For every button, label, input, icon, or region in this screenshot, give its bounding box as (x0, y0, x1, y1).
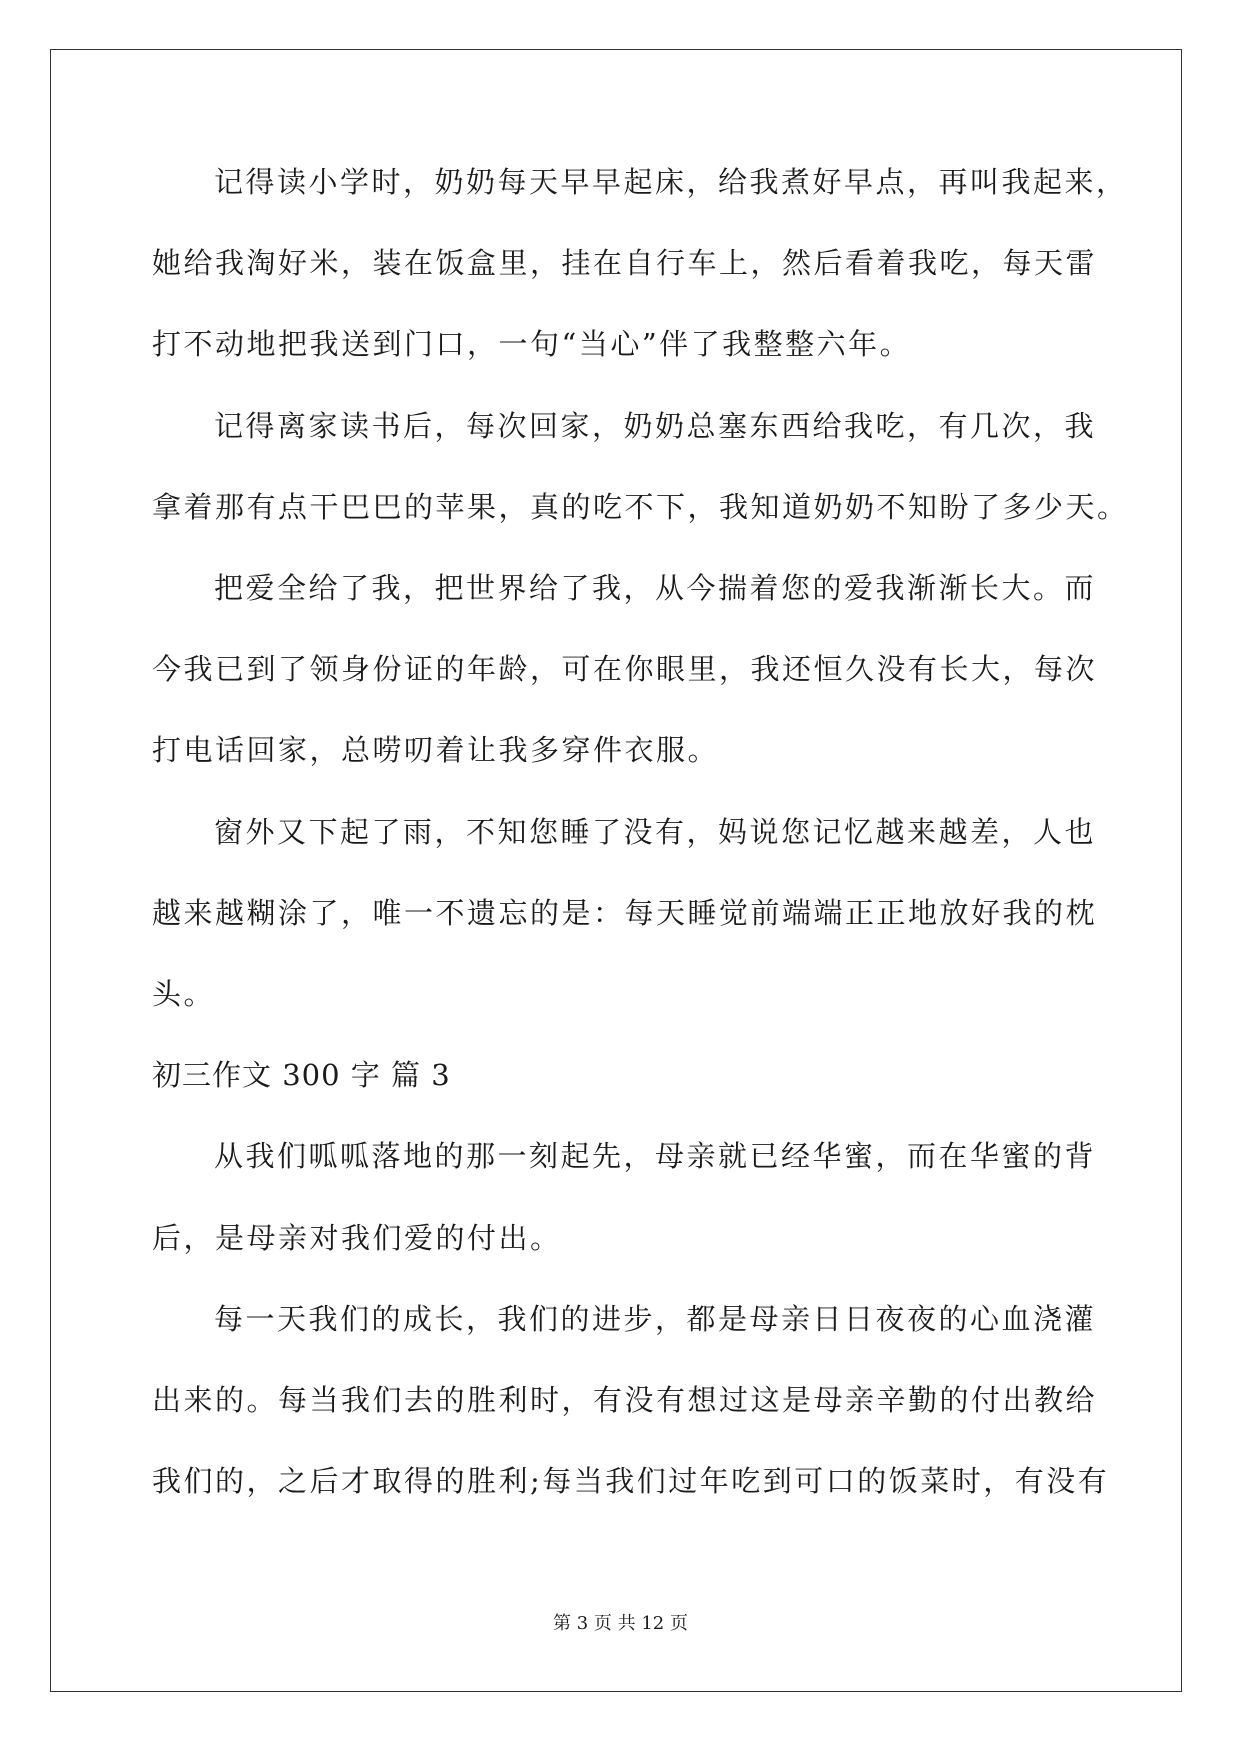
paragraph-line: 她给我淘好米，装在饭盒里，挂在自行车上，然后看着我吃，每天雷 (152, 246, 1098, 280)
paragraph-line: 窗外又下起了雨，不知您睡了没有，妈说您记忆越来越差，人也 (214, 815, 1097, 849)
paragraph-line: 每一天我们的成长，我们的进步，都是母亲日日夜夜的心血浇灌 (214, 1302, 1097, 1336)
paragraph-line: 记得读小学时，奶奶每天早早起床，给我煮好早点，再叫我起来， (214, 165, 1128, 199)
paragraph-line: 越来越糊涂了，唯一不遗忘的是：每天睡觉前端端正正地放好我的枕 (152, 896, 1098, 930)
section-heading: 初三作文 300 字 篇 3 (152, 1058, 451, 1092)
paragraph-line: 把爱全给了我，把世界给了我，从今揣着您的爱我渐渐长大。而 (214, 571, 1097, 605)
paragraph-line: 头。 (152, 977, 216, 1011)
paragraph-line: 记得离家读书后，每次回家，奶奶总塞东西给我吃，有几次，我 (214, 409, 1097, 443)
paragraph-line: 打不动地把我送到门口，一句“当心”伴了我整整六年。 (152, 327, 912, 361)
paragraph-line: 我们的，之后才取得的胜利;每当我们过年吃到可口的饭菜时，有没有 (152, 1464, 1110, 1498)
paragraph-line: 打电话回家，总唠叨着让我多穿件衣服。 (152, 733, 720, 767)
page-number: 第 3 页 共 12 页 (553, 1613, 688, 1634)
page-frame (50, 49, 1182, 1692)
paragraph-line: 今我已到了领身份证的年龄，可在你眼里，我还恒久没有长大，每次 (152, 652, 1098, 686)
paragraph-line: 拿着那有点干巴巴的苹果，真的吃不下，我知道奶奶不知盼了多少天。 (152, 490, 1129, 524)
paragraph-line: 后，是母亲对我们爱的付出。 (152, 1221, 562, 1255)
paragraph-line: 从我们呱呱落地的那一刻起先，母亲就已经华蜜，而在华蜜的背 (214, 1139, 1097, 1173)
paragraph-line: 出来的。每当我们去的胜利时，有没有想过这是母亲辛勤的付出教给 (152, 1383, 1098, 1417)
